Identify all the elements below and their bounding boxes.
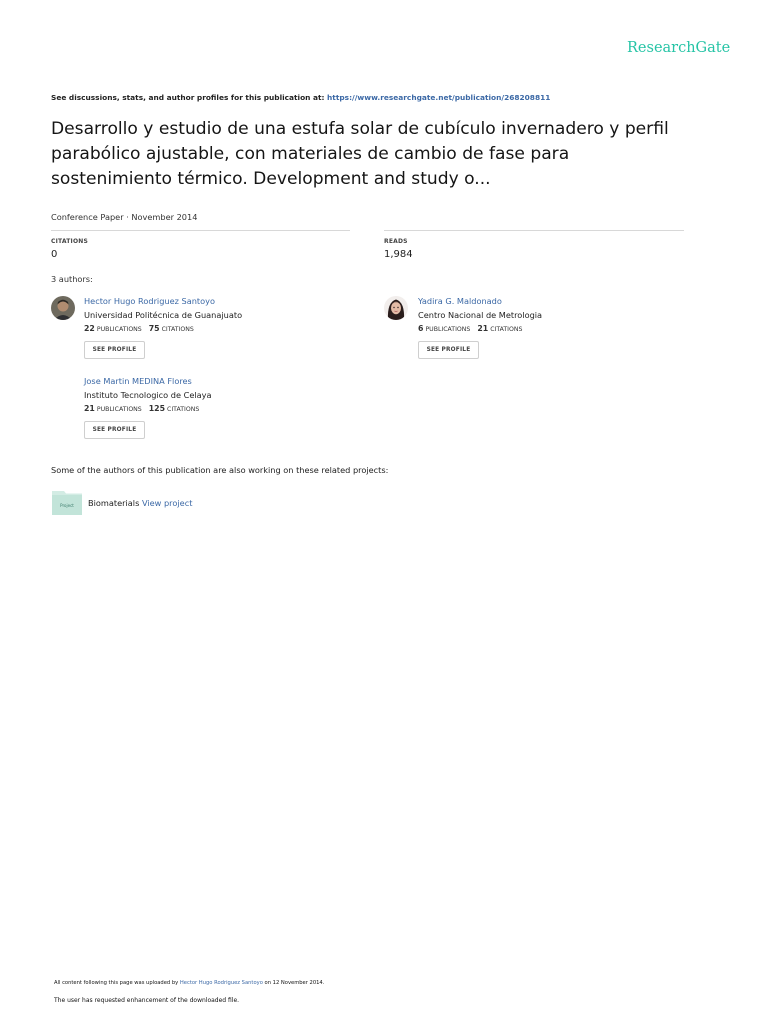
upload-note <box>54 980 324 986</box>
author-name-2[interactable]: Yadira G. Maldonado <box>418 296 502 306</box>
see-profile-button-2[interactable]: SEE PROFILE <box>418 341 479 359</box>
author-citations-count-1: 75 <box>148 324 160 333</box>
authors-heading: 3 authors: <box>51 274 93 284</box>
author-publications-count-3: 21 <box>84 404 95 413</box>
author-institution-2: Centro Nacional de Metrologia <box>418 310 543 320</box>
project-icon[interactable] <box>52 490 82 515</box>
citations-value: 0 <box>51 249 58 260</box>
author-photo-male <box>51 296 75 320</box>
author-publications-count-1: 22 <box>84 324 95 333</box>
upload-note-prefix: All content following this page was uploaded by <box>54 980 180 986</box>
publication-type-date: Conference Paper · November 2014 <box>51 212 198 222</box>
publications-label: PUBLICATIONS <box>96 406 142 413</box>
uploader-link[interactable]: Hector Hugo Rodriguez Santoyo <box>179 980 263 986</box>
citations-label: CITATIONS <box>490 326 523 333</box>
citations-label: CITATIONS <box>161 326 194 333</box>
divider-left <box>51 230 350 231</box>
author-stats-2 <box>418 324 522 333</box>
author-name-3[interactable]: Jose Martin MEDINA Flores <box>84 376 192 386</box>
publication-title: Desarrollo y estudio de una estufa solar de cubículo invernadero y perfil parabólico ajustable, con materiales de cambio de fase para sostenimiento térmico. Development and study o... <box>51 119 669 189</box>
discussions-text: See discussions, stats, and author profiles for this publication at: <box>51 93 328 102</box>
see-profile-button-3[interactable]: SEE PROFILE <box>84 421 145 439</box>
author-stats-3 <box>84 404 199 413</box>
avatar-author-1[interactable] <box>51 296 75 320</box>
author-stats-1 <box>84 324 194 333</box>
project-item-1 <box>88 498 192 508</box>
folder-icon <box>52 490 82 515</box>
discussions-line <box>51 93 550 102</box>
publication-url-link[interactable]: https://www.researchgate.net/publication/268208811 <box>327 93 551 102</box>
author-publications-count-2: 6 <box>418 324 424 333</box>
reads-label: READS <box>384 238 408 245</box>
reads-value: 1,984 <box>384 249 413 260</box>
upload-note-date: on 12 November 2014. <box>262 980 325 986</box>
view-project-link[interactable]: View project <box>141 498 193 508</box>
citations-label: CITATIONS <box>51 238 89 245</box>
related-projects-heading: Some of the authors of this publication are also working on these related projects: <box>51 465 389 475</box>
publications-label: PUBLICATIONS <box>96 326 142 333</box>
author-name-1[interactable]: Hector Hugo Rodriguez Santoyo <box>84 296 216 306</box>
author-institution-1: Universidad Politécnica de Guanajuato <box>84 310 243 320</box>
publications-label: PUBLICATIONS <box>425 326 471 333</box>
divider-right <box>384 230 684 231</box>
project-name: Biomaterials <box>88 498 140 508</box>
project-icon-label: Project <box>60 503 74 508</box>
author-institution-3: Instituto Tecnologico de Celaya <box>84 390 212 400</box>
author-photo-female <box>384 296 408 320</box>
avatar-author-2[interactable] <box>384 296 408 320</box>
see-profile-button-1[interactable]: SEE PROFILE <box>84 341 145 359</box>
enhancement-note: The user has requested enhancement of the downloaded file. <box>54 997 240 1004</box>
researchgate-logo[interactable]: ResearchGate <box>627 40 731 56</box>
author-citations-count-2: 21 <box>477 324 489 333</box>
citations-label: CITATIONS <box>167 406 200 413</box>
author-citations-count-3: 125 <box>148 404 166 413</box>
